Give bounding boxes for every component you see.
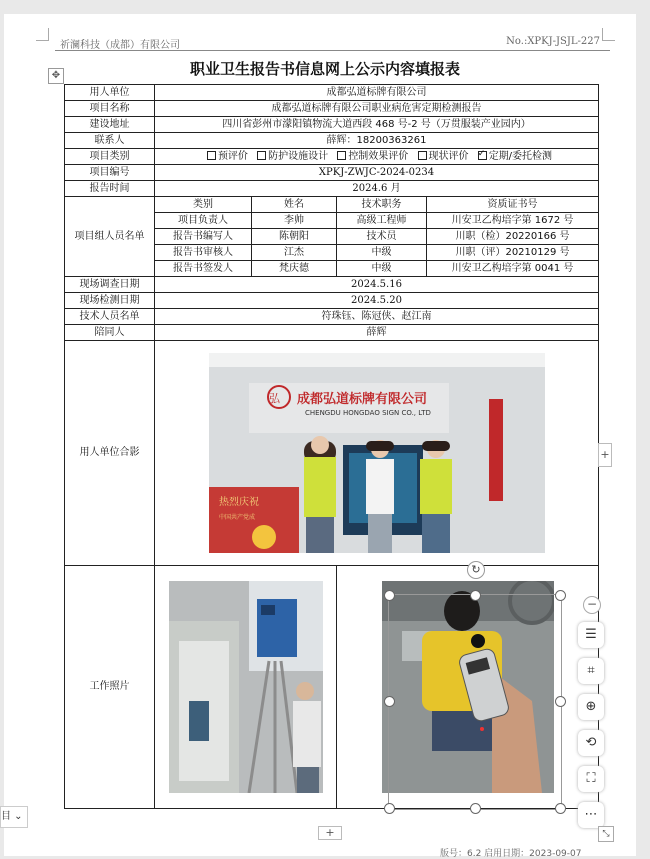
work-photo-cell-1 xyxy=(155,566,337,809)
label-report-no: 项目编号 xyxy=(65,165,155,181)
crop-icon[interactable]: ⌗ xyxy=(578,658,604,684)
image-toolbar xyxy=(578,596,608,838)
team-cell[interactable]: 梵庆德 xyxy=(252,261,337,277)
test-date-value[interactable]: 2024.5.20 xyxy=(155,293,599,309)
team-cell[interactable]: 川安卫乙构培字第 0041 号 xyxy=(427,261,599,277)
staff-value[interactable]: 符珠钰、陈冠侠、赵江南 xyxy=(155,309,599,325)
rotate-handle-icon[interactable]: ↻ xyxy=(467,561,485,579)
report-time-value[interactable]: 2024.6 月 xyxy=(155,181,599,197)
team-cell[interactable]: 江杰 xyxy=(252,245,337,261)
svg-text:热烈庆祝: 热烈庆祝 xyxy=(218,497,259,508)
checkbox-periodic-test[interactable] xyxy=(478,151,487,160)
team-cell[interactable]: 川安卫乙构培字第 1672 号 xyxy=(427,213,599,229)
team-cell[interactable]: 高级工程师 xyxy=(337,213,427,229)
work-photo-1[interactable] xyxy=(169,581,323,793)
employer-value[interactable]: 成都弘道标牌有限公司 xyxy=(155,85,599,101)
resize-corner-icon[interactable]: ⤡ xyxy=(598,826,614,842)
svg-text:成都弘道标牌有限公司: 成都弘道标牌有限公司 xyxy=(296,392,427,407)
team-cell[interactable]: 川职（检）20220166 号 xyxy=(427,229,599,245)
resize-handle[interactable] xyxy=(384,803,395,814)
svg-text:弘: 弘 xyxy=(268,392,280,405)
label-contact: 联系人 xyxy=(65,133,155,149)
label-companion: 陪同人 xyxy=(65,325,155,341)
project-value[interactable]: 成都弘道标牌有限公司职业病危害定期检测报告 xyxy=(155,101,599,117)
text-wrap-icon[interactable]: ☰ xyxy=(578,622,604,648)
outline-toggle-button[interactable]: 目 ⌄ xyxy=(0,806,28,828)
resize-handle[interactable] xyxy=(384,590,395,601)
header-company: 祈澜科技（成都）有限公司 xyxy=(60,40,180,51)
add-column-icon[interactable]: + xyxy=(598,443,612,467)
checkbox-status-eval[interactable] xyxy=(418,151,427,160)
crop-mark xyxy=(36,28,49,41)
header-doc-number: No.:XPKJ-JSJL-227 xyxy=(506,36,600,47)
survey-date-value[interactable]: 2024.5.16 xyxy=(155,277,599,293)
resize-handle[interactable] xyxy=(384,696,395,707)
label-staff: 技术人员名单 xyxy=(65,309,155,325)
crop-mark xyxy=(602,28,615,41)
resize-handle[interactable] xyxy=(555,696,566,707)
category-option: 控制效果评价 xyxy=(348,150,409,162)
address-value[interactable]: 四川省彭州市濛阳镇物流大道西段 468 号-2 号（万贯服装产业园内） xyxy=(155,117,599,133)
zoom-in-icon[interactable]: ⊕ xyxy=(578,694,604,720)
resize-handle[interactable] xyxy=(470,590,481,601)
checkbox-pre-eval[interactable] xyxy=(207,151,216,160)
team-cell[interactable]: 项目负责人 xyxy=(155,213,252,229)
team-cell[interactable]: 中级 xyxy=(337,261,427,277)
rotate-icon[interactable]: ⟲ xyxy=(578,730,604,756)
image-selection-frame xyxy=(388,594,562,810)
team-cell[interactable]: 中级 xyxy=(337,245,427,261)
checkbox-protection-design[interactable] xyxy=(257,151,266,160)
group-photo-cell xyxy=(155,341,599,566)
team-cell[interactable]: 李帅 xyxy=(252,213,337,229)
footer-version: 版号：6.2 启用日期：2023-09-07 xyxy=(440,849,582,859)
header-rule xyxy=(55,50,610,51)
resize-handle[interactable] xyxy=(555,590,566,601)
ocr-scan-icon[interactable]: ⛶ xyxy=(578,766,604,792)
label-category: 项目类别 xyxy=(65,149,155,165)
report-no-value[interactable]: XPKJ-ZWJC-2024-0234 xyxy=(155,165,599,181)
group-photo-image xyxy=(209,353,545,553)
collapse-icon[interactable]: − xyxy=(583,596,601,614)
label-test-date: 现场检测日期 xyxy=(65,293,155,309)
resize-handle[interactable] xyxy=(470,803,481,814)
team-header: 类别 xyxy=(155,197,252,213)
svg-text:CHENGDU HONGDAO SIGN CO., LTD: CHENGDU HONGDAO SIGN CO., LTD xyxy=(304,409,431,417)
team-header: 技术职务 xyxy=(337,197,427,213)
checkbox-control-eval[interactable] xyxy=(337,151,346,160)
resize-handle[interactable] xyxy=(555,803,566,814)
work-photo-1-image xyxy=(169,581,323,793)
team-header: 姓名 xyxy=(252,197,337,213)
category-option: 定期/委托检测 xyxy=(488,150,553,162)
label-team: 项目组人员名单 xyxy=(65,197,155,277)
companion-value[interactable]: 薛辉 xyxy=(155,325,599,341)
label-survey-date: 现场调查日期 xyxy=(65,277,155,293)
label-report-time: 报告时间 xyxy=(65,181,155,197)
label-work-photo: 工作照片 xyxy=(65,566,155,809)
team-cell[interactable]: 技术员 xyxy=(337,229,427,245)
label-employer: 用人单位 xyxy=(65,85,155,101)
group-photo[interactable] xyxy=(209,353,545,553)
category-option: 现状评价 xyxy=(428,150,469,162)
more-icon[interactable]: ⋯ xyxy=(578,802,604,828)
table-move-handle-icon[interactable]: ✥ xyxy=(48,68,64,84)
team-header: 资质证书号 xyxy=(427,197,599,213)
document-title: 职业卫生报告书信息网上公示内容填报表 xyxy=(189,60,460,78)
label-address: 建设地址 xyxy=(65,117,155,133)
label-project: 项目名称 xyxy=(65,101,155,117)
team-cell[interactable]: 报告书编写人 xyxy=(155,229,252,245)
contact-value[interactable]: 薛辉：18200363261 xyxy=(155,133,599,149)
team-cell[interactable]: 报告书审核人 xyxy=(155,245,252,261)
team-cell[interactable]: 川职（评）20210129 号 xyxy=(427,245,599,261)
add-row-icon[interactable]: + xyxy=(318,826,342,840)
category-option: 防护设施设计 xyxy=(268,150,329,162)
team-cell[interactable]: 陈朝阳 xyxy=(252,229,337,245)
svg-text:中国共产党成: 中国共产党成 xyxy=(218,514,255,521)
label-group-photo: 用人单位合影 xyxy=(65,341,155,566)
team-cell[interactable]: 报告书签发人 xyxy=(155,261,252,277)
category-option: 预评价 xyxy=(217,150,248,162)
category-checkboxes xyxy=(155,149,599,165)
